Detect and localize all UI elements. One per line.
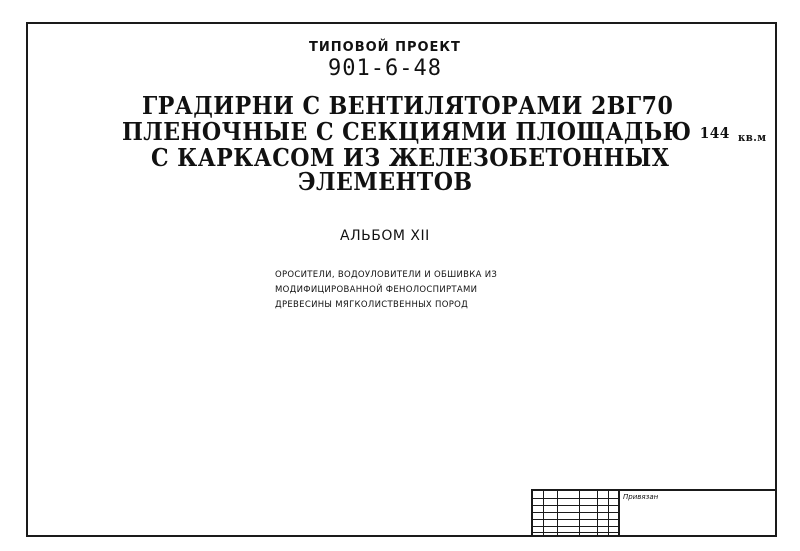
title-line-2-text: ПЛЕНОЧНЫЕ С СЕКЦИЯМИ ПЛОЩАДЬЮ: [122, 117, 692, 146]
title-block-grid: [533, 491, 620, 537]
title-line-2-unit: кв.м: [738, 131, 767, 144]
subtitle-line-3: ДРЕВЕСИНЫ МЯГКОЛИСТВЕННЫХ ПОРОД: [275, 300, 469, 310]
title-block: [531, 489, 777, 537]
title-line-3: С КАРКАСОМ ИЗ ЖЕЛЕЗОБЕТОННЫХ: [151, 143, 670, 172]
title-block-label: Привязан: [623, 493, 659, 501]
title-block-row: [533, 498, 618, 499]
album-label: АЛЬБОМ XII: [340, 228, 430, 244]
title-line-4: ЭЛЕМЕНТОВ: [298, 167, 473, 196]
type-project-label: ТИПОВОЙ ПРОЕКТ: [309, 40, 461, 55]
subtitle-line-1: ОРОСИТЕЛИ, ВОДОУЛОВИТЕЛИ И ОБШИВКА ИЗ: [275, 270, 498, 280]
title-block-row: [533, 532, 618, 533]
title-block-row: [533, 519, 618, 520]
project-number: 901-6-48: [328, 56, 442, 81]
title-block-row: [533, 526, 618, 527]
title-line-2: [122, 117, 767, 146]
title-line-2-value: 144: [699, 124, 730, 142]
title-block-row: [533, 505, 618, 506]
title-line-1: ГРАДИРНИ С ВЕНТИЛЯТОРАМИ 2ВГ70: [142, 91, 674, 120]
subtitle-line-2: МОДИФИЦИРОВАННОЙ ФЕНОЛОСПИРТАМИ: [275, 285, 478, 295]
title-block-row: [533, 512, 618, 513]
subtitle-block: [275, 268, 497, 313]
